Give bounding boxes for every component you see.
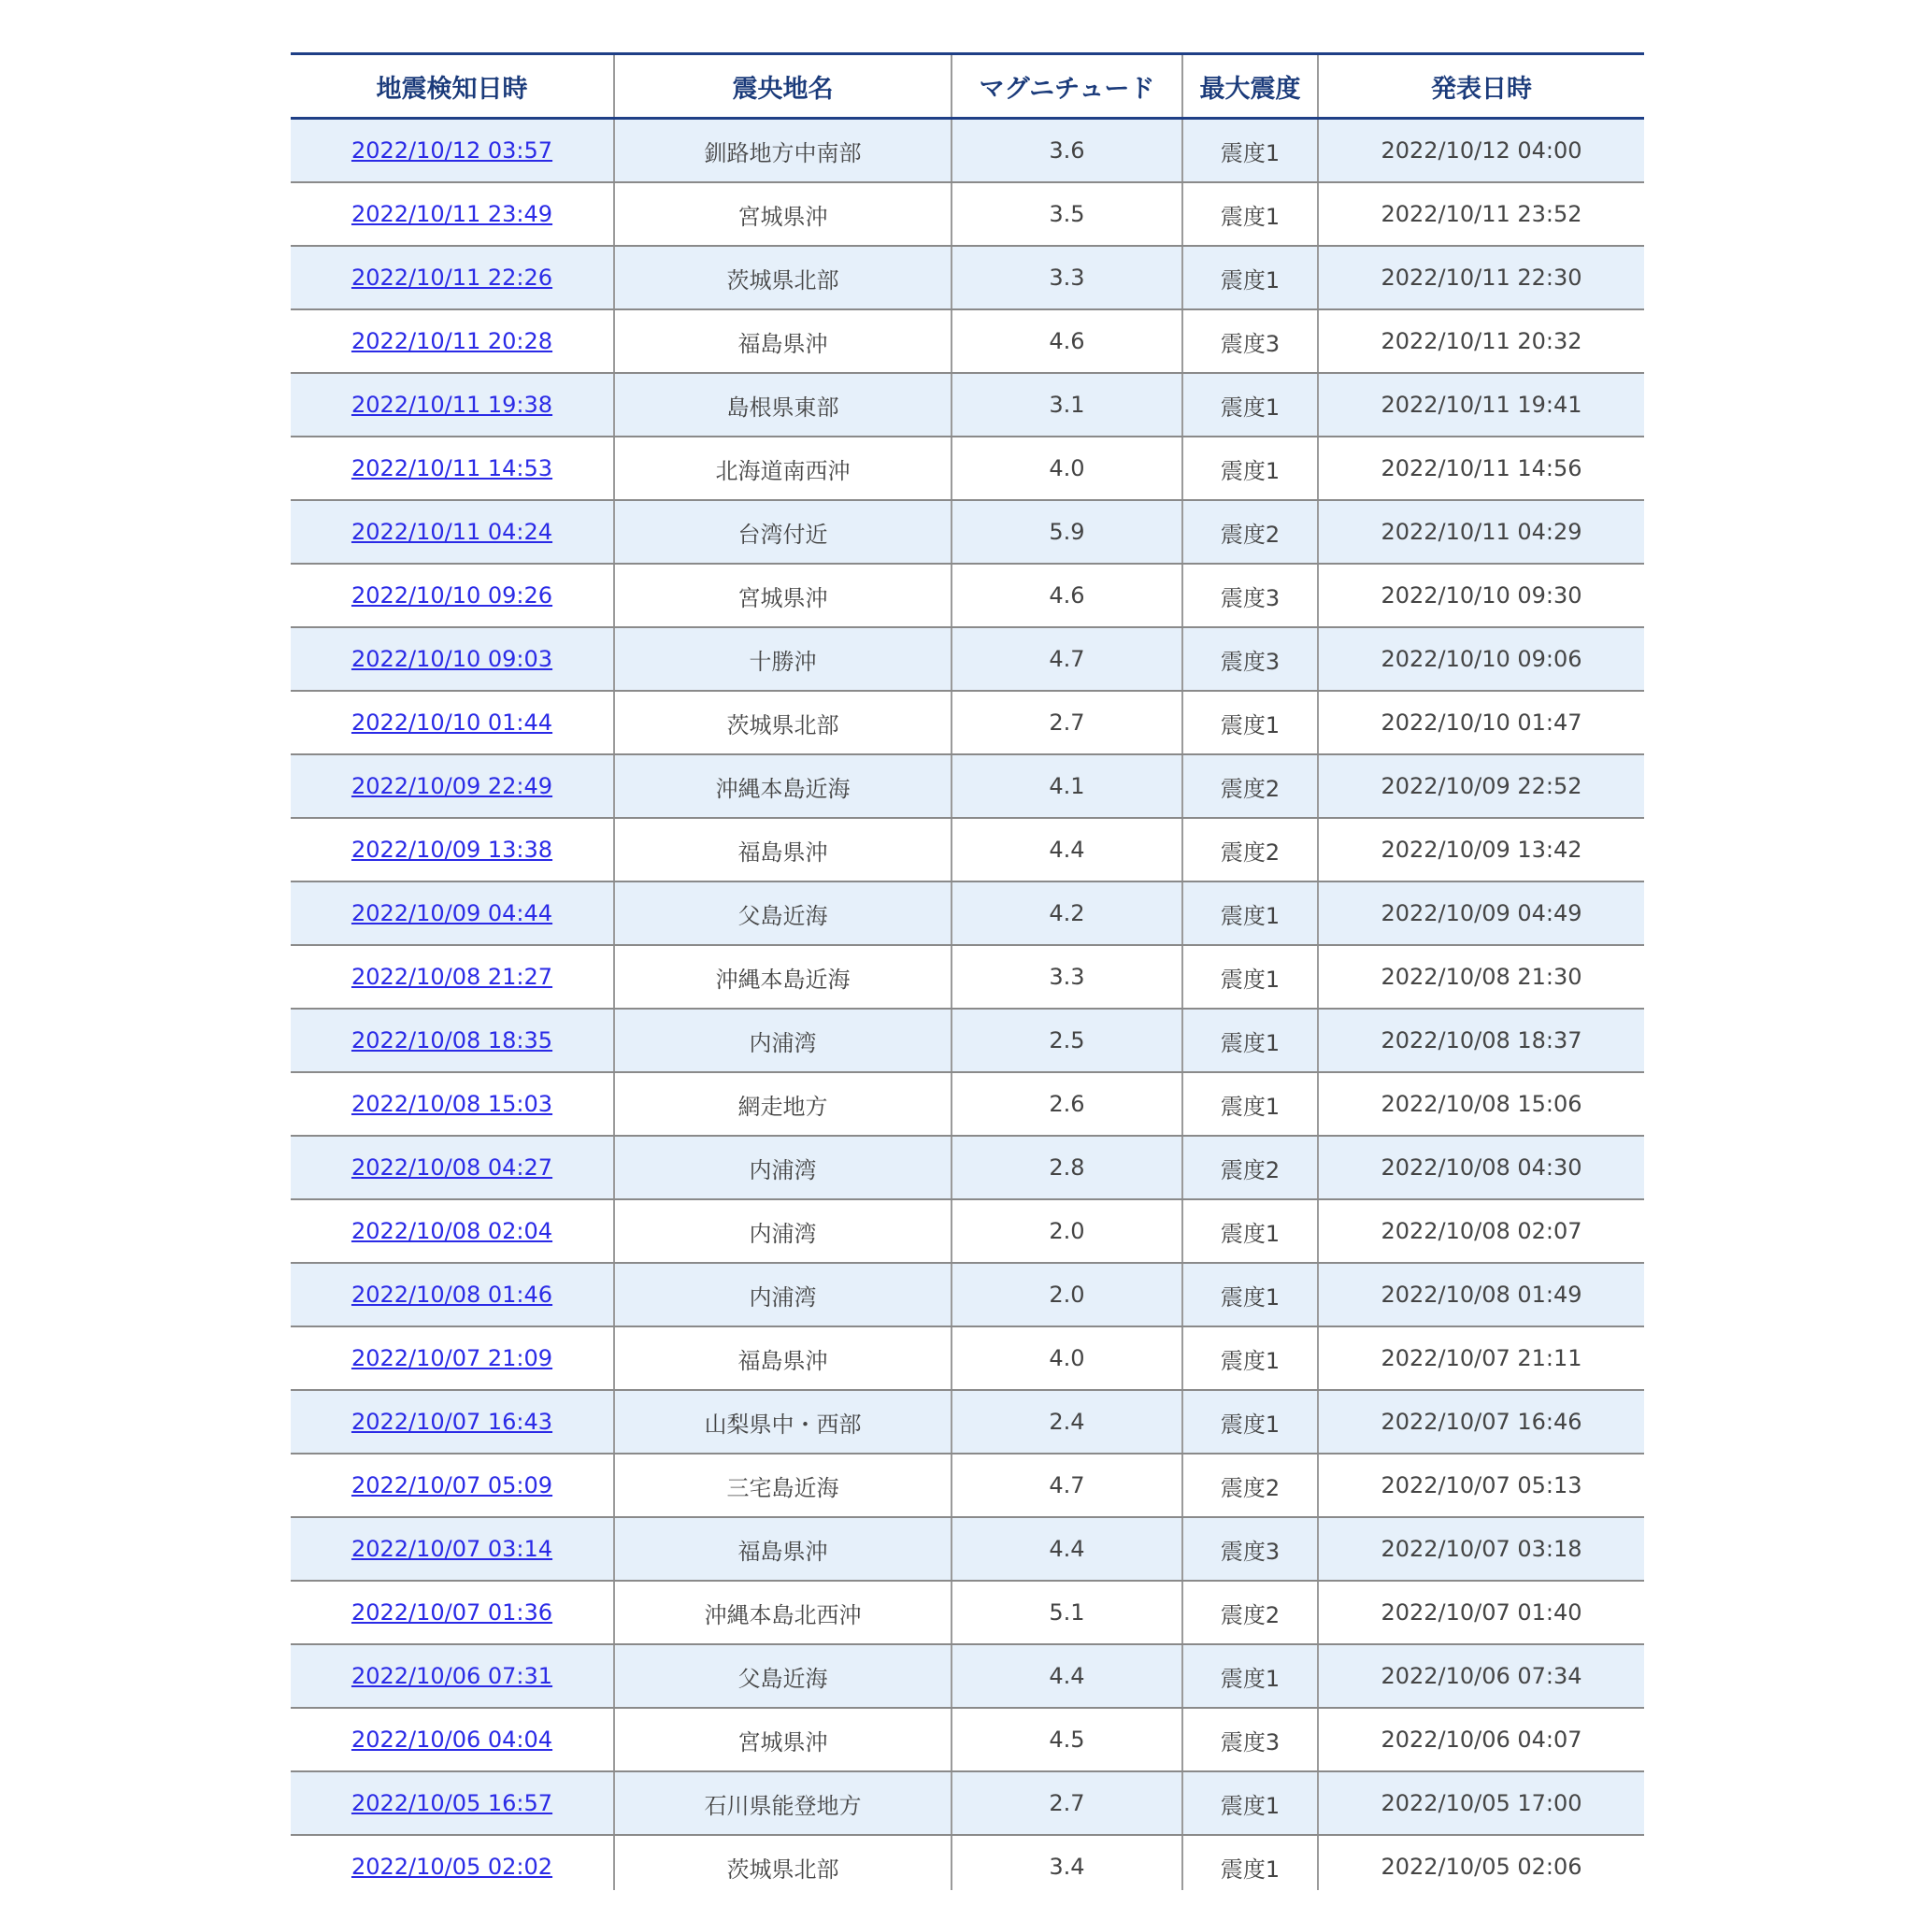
table-row	[291, 1326, 1644, 1390]
max-intensity-cell: 震度1	[1182, 1390, 1318, 1454]
detection-time-cell	[291, 1581, 614, 1644]
epicenter-cell: 福島県沖	[614, 1517, 952, 1581]
max-intensity-cell: 震度2	[1182, 1136, 1318, 1199]
announcement-time-cell: 2022/10/09 04:49	[1318, 881, 1644, 945]
epicenter-cell: 沖縄本島近海	[614, 945, 952, 1009]
magnitude-cell: 4.7	[952, 627, 1182, 691]
magnitude-cell: 4.2	[952, 881, 1182, 945]
announcement-time-cell: 2022/10/07 16:46	[1318, 1390, 1644, 1454]
announcement-time-cell: 2022/10/07 03:18	[1318, 1517, 1644, 1581]
magnitude-cell: 4.0	[952, 1326, 1182, 1390]
epicenter-cell: 山梨県中・西部	[614, 1390, 952, 1454]
announcement-time-cell: 2022/10/11 14:56	[1318, 437, 1644, 500]
detection-time-link[interactable]: 2022/10/09 13:38	[351, 837, 553, 863]
announcement-time-cell: 2022/10/11 19:41	[1318, 373, 1644, 437]
max-intensity-cell: 震度2	[1182, 1581, 1318, 1644]
table-row	[291, 1708, 1644, 1771]
table-row	[291, 119, 1644, 183]
table-row	[291, 1390, 1644, 1454]
detection-time-cell	[291, 437, 614, 500]
announcement-time-cell: 2022/10/10 01:47	[1318, 691, 1644, 754]
table-row	[291, 500, 1644, 564]
table-header	[291, 54, 1644, 119]
detection-time-link[interactable]: 2022/10/05 16:57	[351, 1790, 553, 1816]
max-intensity-cell: 震度1	[1182, 691, 1318, 754]
table-row	[291, 1072, 1644, 1136]
magnitude-cell: 2.4	[952, 1390, 1182, 1454]
epicenter-cell: 宮城県沖	[614, 564, 952, 627]
announcement-time-cell: 2022/10/08 18:37	[1318, 1009, 1644, 1072]
max-intensity-cell: 震度1	[1182, 1199, 1318, 1263]
announcement-time-cell: 2022/10/11 04:29	[1318, 500, 1644, 564]
epicenter-cell: 網走地方	[614, 1072, 952, 1136]
announcement-time-cell: 2022/10/10 09:30	[1318, 564, 1644, 627]
detection-time-cell	[291, 754, 614, 818]
detection-time-link[interactable]: 2022/10/11 04:24	[351, 519, 553, 545]
magnitude-cell: 2.7	[952, 1771, 1182, 1835]
detection-time-link[interactable]: 2022/10/10 09:03	[351, 646, 553, 672]
announcement-time-cell: 2022/10/08 15:06	[1318, 1072, 1644, 1136]
table-row	[291, 1454, 1644, 1517]
epicenter-cell: 台湾付近	[614, 500, 952, 564]
magnitude-cell: 3.3	[952, 945, 1182, 1009]
table-row	[291, 1644, 1644, 1708]
magnitude-cell: 2.7	[952, 691, 1182, 754]
detection-time-link[interactable]: 2022/10/07 05:09	[351, 1472, 553, 1498]
detection-time-link[interactable]: 2022/10/11 22:26	[351, 265, 553, 291]
detection-time-link[interactable]: 2022/10/08 01:46	[351, 1282, 553, 1308]
magnitude-cell: 2.0	[952, 1199, 1182, 1263]
announcement-time-cell: 2022/10/08 02:07	[1318, 1199, 1644, 1263]
detection-time-link[interactable]: 2022/10/11 20:28	[351, 328, 553, 354]
max-intensity-cell: 震度3	[1182, 1708, 1318, 1771]
max-intensity-cell: 震度1	[1182, 437, 1318, 500]
magnitude-cell: 2.8	[952, 1136, 1182, 1199]
announcement-time-cell: 2022/10/11 23:52	[1318, 182, 1644, 246]
announcement-time-cell: 2022/10/07 21:11	[1318, 1326, 1644, 1390]
detection-time-cell	[291, 1454, 614, 1517]
table-row	[291, 564, 1644, 627]
column-header-max-intensity: 最大震度	[1182, 54, 1318, 119]
column-header-detection-time: 地震検知日時	[291, 54, 614, 119]
magnitude-cell: 2.6	[952, 1072, 1182, 1136]
announcement-time-cell: 2022/10/11 20:32	[1318, 309, 1644, 373]
announcement-time-cell: 2022/10/10 09:06	[1318, 627, 1644, 691]
max-intensity-cell: 震度3	[1182, 1517, 1318, 1581]
detection-time-link[interactable]: 2022/10/10 09:26	[351, 582, 553, 609]
column-header-magnitude: マグニチュード	[952, 54, 1182, 119]
detection-time-cell	[291, 1390, 614, 1454]
epicenter-cell: 福島県沖	[614, 309, 952, 373]
magnitude-cell: 3.4	[952, 1835, 1182, 1890]
announcement-time-cell: 2022/10/12 04:00	[1318, 119, 1644, 183]
table-row	[291, 182, 1644, 246]
detection-time-link[interactable]: 2022/10/12 03:57	[351, 137, 553, 164]
max-intensity-cell: 震度2	[1182, 818, 1318, 881]
table-row	[291, 437, 1644, 500]
epicenter-cell: 茨城県北部	[614, 246, 952, 309]
detection-time-link[interactable]: 2022/10/10 01:44	[351, 709, 553, 736]
detection-time-cell	[291, 373, 614, 437]
table-row	[291, 309, 1644, 373]
epicenter-cell: 茨城県北部	[614, 1835, 952, 1890]
max-intensity-cell: 震度1	[1182, 1263, 1318, 1326]
detection-time-cell	[291, 1009, 614, 1072]
epicenter-cell: 釧路地方中南部	[614, 119, 952, 183]
epicenter-cell: 福島県沖	[614, 1326, 952, 1390]
magnitude-cell: 4.1	[952, 754, 1182, 818]
magnitude-cell: 4.4	[952, 1644, 1182, 1708]
table-row	[291, 691, 1644, 754]
detection-time-cell	[291, 1708, 614, 1771]
detection-time-link[interactable]: 2022/10/05 02:02	[351, 1854, 553, 1880]
detection-time-cell	[291, 182, 614, 246]
detection-time-cell	[291, 246, 614, 309]
detection-time-cell	[291, 1263, 614, 1326]
magnitude-cell: 4.4	[952, 818, 1182, 881]
detection-time-cell	[291, 1644, 614, 1708]
epicenter-cell: 内浦湾	[614, 1199, 952, 1263]
max-intensity-cell: 震度2	[1182, 1454, 1318, 1517]
max-intensity-cell: 震度1	[1182, 119, 1318, 183]
detection-time-cell	[291, 881, 614, 945]
detection-time-link[interactable]: 2022/10/08 18:35	[351, 1027, 553, 1053]
announcement-time-cell: 2022/10/11 22:30	[1318, 246, 1644, 309]
magnitude-cell: 3.5	[952, 182, 1182, 246]
magnitude-cell: 3.6	[952, 119, 1182, 183]
announcement-time-cell: 2022/10/05 17:00	[1318, 1771, 1644, 1835]
epicenter-cell: 三宅島近海	[614, 1454, 952, 1517]
magnitude-cell: 4.6	[952, 564, 1182, 627]
detection-time-link[interactable]: 2022/10/08 04:27	[351, 1154, 553, 1181]
table-row	[291, 1263, 1644, 1326]
detection-time-cell	[291, 691, 614, 754]
epicenter-cell: 宮城県沖	[614, 182, 952, 246]
detection-time-cell	[291, 119, 614, 183]
detection-time-link[interactable]: 2022/10/08 21:27	[351, 964, 553, 990]
epicenter-cell: 茨城県北部	[614, 691, 952, 754]
detection-time-cell	[291, 818, 614, 881]
max-intensity-cell: 震度1	[1182, 1072, 1318, 1136]
max-intensity-cell: 震度1	[1182, 1771, 1318, 1835]
detection-time-link[interactable]: 2022/10/07 01:36	[351, 1599, 553, 1626]
max-intensity-cell: 震度1	[1182, 182, 1318, 246]
detection-time-link[interactable]: 2022/10/09 22:49	[351, 773, 553, 799]
table-row	[291, 945, 1644, 1009]
magnitude-cell: 5.9	[952, 500, 1182, 564]
max-intensity-cell: 震度1	[1182, 1644, 1318, 1708]
announcement-time-cell: 2022/10/07 01:40	[1318, 1581, 1644, 1644]
table-row	[291, 1581, 1644, 1644]
magnitude-cell: 3.3	[952, 246, 1182, 309]
epicenter-cell: 内浦湾	[614, 1263, 952, 1326]
detection-time-link[interactable]: 2022/10/07 03:14	[351, 1536, 553, 1562]
max-intensity-cell: 震度1	[1182, 373, 1318, 437]
announcement-time-cell: 2022/10/09 13:42	[1318, 818, 1644, 881]
epicenter-cell: 父島近海	[614, 1644, 952, 1708]
epicenter-cell: 北海道南西沖	[614, 437, 952, 500]
detection-time-cell	[291, 564, 614, 627]
magnitude-cell: 2.5	[952, 1009, 1182, 1072]
detection-time-link[interactable]: 2022/10/08 02:04	[351, 1218, 553, 1244]
detection-time-cell	[291, 1136, 614, 1199]
epicenter-cell: 石川県能登地方	[614, 1771, 952, 1835]
detection-time-cell	[291, 1835, 614, 1890]
magnitude-cell: 3.1	[952, 373, 1182, 437]
epicenter-cell: 父島近海	[614, 881, 952, 945]
announcement-time-cell: 2022/10/08 01:49	[1318, 1263, 1644, 1326]
detection-time-cell	[291, 945, 614, 1009]
announcement-time-cell: 2022/10/06 04:07	[1318, 1708, 1644, 1771]
epicenter-cell: 沖縄本島北西沖	[614, 1581, 952, 1644]
max-intensity-cell: 震度1	[1182, 945, 1318, 1009]
announcement-time-cell: 2022/10/07 05:13	[1318, 1454, 1644, 1517]
announcement-time-cell: 2022/10/06 07:34	[1318, 1644, 1644, 1708]
detection-time-cell	[291, 500, 614, 564]
table-row	[291, 1835, 1644, 1890]
max-intensity-cell: 震度2	[1182, 500, 1318, 564]
table-row	[291, 1517, 1644, 1581]
detection-time-link[interactable]: 2022/10/11 23:49	[351, 201, 553, 227]
epicenter-cell: 十勝沖	[614, 627, 952, 691]
column-header-announcement-time: 発表日時	[1318, 54, 1644, 119]
detection-time-link[interactable]: 2022/10/09 04:44	[351, 900, 553, 926]
detection-time-cell	[291, 627, 614, 691]
announcement-time-cell: 2022/10/08 04:30	[1318, 1136, 1644, 1199]
announcement-time-cell: 2022/10/09 22:52	[1318, 754, 1644, 818]
table-row	[291, 373, 1644, 437]
detection-time-cell	[291, 1199, 614, 1263]
table-row	[291, 627, 1644, 691]
epicenter-cell: 沖縄本島近海	[614, 754, 952, 818]
magnitude-cell: 5.1	[952, 1581, 1182, 1644]
earthquake-list-table	[291, 52, 1644, 1890]
max-intensity-cell: 震度3	[1182, 564, 1318, 627]
table-body	[291, 119, 1644, 1891]
max-intensity-cell: 震度3	[1182, 627, 1318, 691]
max-intensity-cell: 震度1	[1182, 1326, 1318, 1390]
magnitude-cell: 4.5	[952, 1708, 1182, 1771]
earthquake-list-table-container	[291, 52, 1644, 1890]
max-intensity-cell: 震度2	[1182, 754, 1318, 818]
detection-time-cell	[291, 1326, 614, 1390]
detection-time-link[interactable]: 2022/10/08 15:03	[351, 1091, 553, 1117]
epicenter-cell: 内浦湾	[614, 1136, 952, 1199]
magnitude-cell: 4.0	[952, 437, 1182, 500]
detection-time-cell	[291, 1517, 614, 1581]
epicenter-cell: 内浦湾	[614, 1009, 952, 1072]
detection-time-link[interactable]: 2022/10/07 21:09	[351, 1345, 553, 1371]
detection-time-cell	[291, 1771, 614, 1835]
column-header-epicenter: 震央地名	[614, 54, 952, 119]
max-intensity-cell: 震度1	[1182, 246, 1318, 309]
table-header-row	[291, 54, 1644, 119]
detection-time-link[interactable]: 2022/10/06 04:04	[351, 1727, 553, 1753]
detection-time-link[interactable]: 2022/10/06 07:31	[351, 1663, 553, 1689]
table-row	[291, 246, 1644, 309]
max-intensity-cell: 震度1	[1182, 1009, 1318, 1072]
magnitude-cell: 4.7	[952, 1454, 1182, 1517]
max-intensity-cell: 震度1	[1182, 1835, 1318, 1890]
announcement-time-cell: 2022/10/05 02:06	[1318, 1835, 1644, 1890]
detection-time-cell	[291, 1072, 614, 1136]
table-row	[291, 1199, 1644, 1263]
table-row	[291, 1771, 1644, 1835]
table-row	[291, 881, 1644, 945]
epicenter-cell: 島根県東部	[614, 373, 952, 437]
magnitude-cell: 4.4	[952, 1517, 1182, 1581]
magnitude-cell: 4.6	[952, 309, 1182, 373]
announcement-time-cell: 2022/10/08 21:30	[1318, 945, 1644, 1009]
table-row	[291, 1136, 1644, 1199]
max-intensity-cell: 震度1	[1182, 881, 1318, 945]
detection-time-link[interactable]: 2022/10/07 16:43	[351, 1409, 553, 1435]
detection-time-link[interactable]: 2022/10/11 14:53	[351, 455, 553, 481]
table-row	[291, 818, 1644, 881]
table-row	[291, 754, 1644, 818]
epicenter-cell: 福島県沖	[614, 818, 952, 881]
detection-time-cell	[291, 309, 614, 373]
table-row	[291, 1009, 1644, 1072]
magnitude-cell: 2.0	[952, 1263, 1182, 1326]
max-intensity-cell: 震度3	[1182, 309, 1318, 373]
detection-time-link[interactable]: 2022/10/11 19:38	[351, 392, 553, 418]
epicenter-cell: 宮城県沖	[614, 1708, 952, 1771]
